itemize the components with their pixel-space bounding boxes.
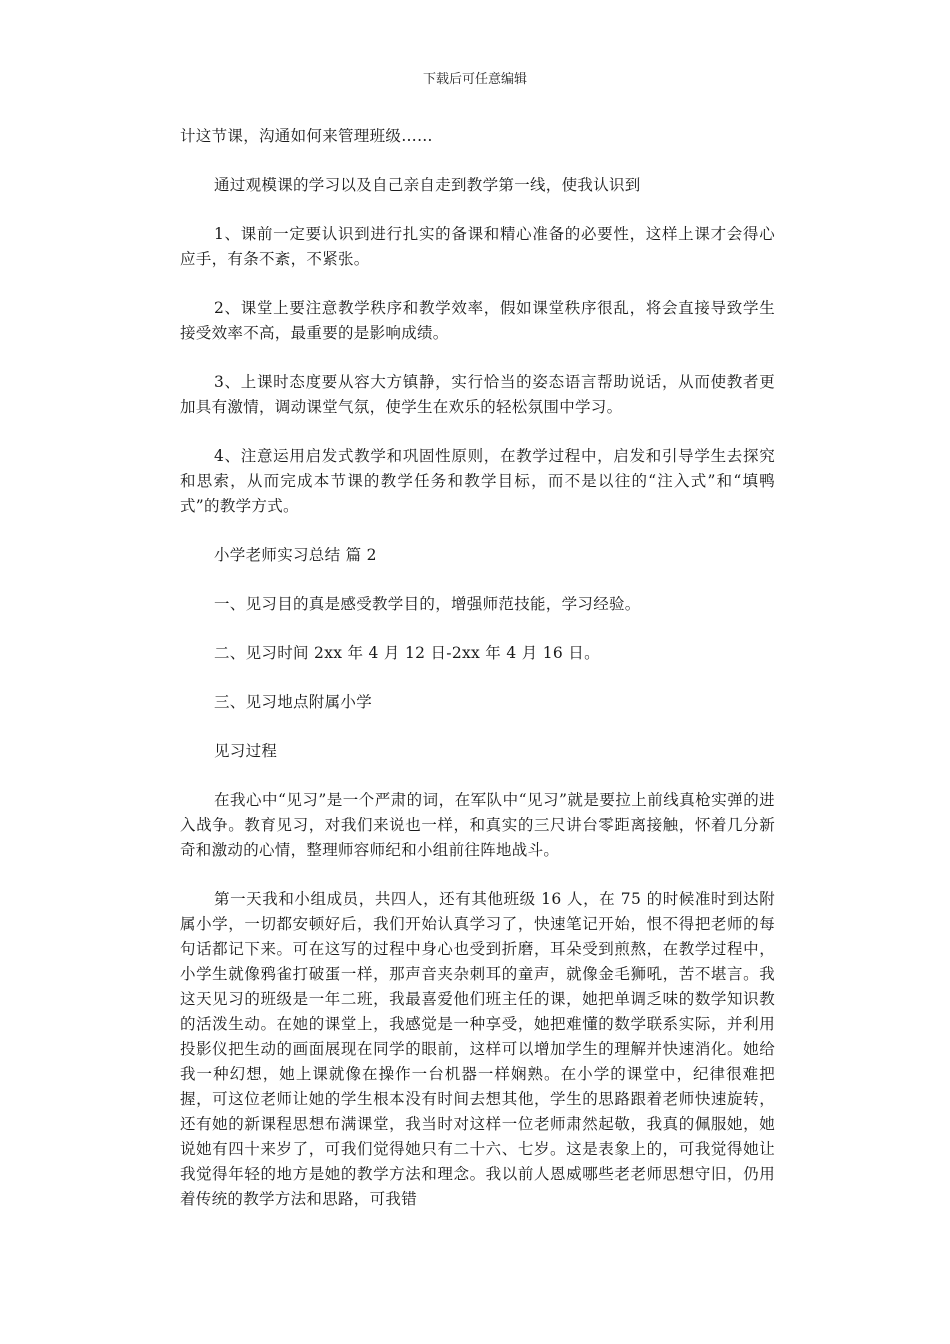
paragraph-first-day: 第一天我和小组成员，共四人，还有其他班级 16 人，在 75 的时候准时到达附属小学，一切都安顿好后，我们开始认真学习了，快速笔记开始，恨不得把老师的每句话都记下来。可在这写的过程中身心也受到折磨，耳朵受到煎熬，在教学过程中，小学生就像鸦雀打破蛋一样，那声音夹杂刺耳的童声，就像金毛狮吼，苦不堪言。我这天见习的班级是一年二班，我最喜爱他们班主任的课，她把单调乏味的数学知识教的活泼生动。在她的课堂上，我感觉是一种享受，她把难懂的数学联系实际，并利用投影仪把生动的画面展现在同学的眼前，这样可以增加学生的理解并快速消化。她给我一种幻想，她上课就像在操作一台机器一样娴熟。在小学的课堂中，纪律很难把握，可这位老师让她的学生根本没有时间去想其他，学生的思路跟着老师快速旋转，还有她的新课程思想布满课堂，我当时对这样一位老师肃然起敬，我真的佩服她，她说她有四十来岁了，可我们觉得她只有二十六、七岁。这是表象上的，可我觉得她让我觉得年轻的地方是她的教学方法和理念。我以前人恩威哪些老老师思想守旧，仍用着传统的教学方法和思路，可我错: [180, 890, 775, 1208]
paragraph-intro: 通过观模课的学习以及自己亲自走到教学第一线，使我认识到: [214, 176, 641, 194]
section-heading: 小学老师实习总结 篇 2: [214, 546, 377, 564]
paragraph-point-3: 3、上课时态度要从容大方镇静，实行恰当的姿态语言帮助说话，从而使教者更加具有激情，调动课堂气氛，使学生在欢乐的轻松氛围中学习。: [180, 373, 775, 416]
paragraph-time: 二、见习时间 2xx 年 4 月 12 日-2xx 年 4 月 16 日。: [214, 644, 600, 662]
paragraph-continuation: 计这节课，沟通如何来管理班级……: [180, 127, 433, 145]
paragraph-point-4: 4、注意运用启发式教学和巩固性原则，在教学过程中，启发和引导学生去探究和思索，从而完成本节课的教学任务和教学目标，而不是以往的“注入式”和“填鸭式”的教学方式。: [180, 447, 775, 515]
paragraph-purpose: 一、见习目的真是感受教学目的，增强师范技能，学习经验。: [214, 595, 641, 613]
paragraph-point-1: 1、课前一定要认识到进行扎实的备课和精心准备的必要性，这样上课才会得心应手，有条不紊，不紧张。: [180, 225, 775, 268]
paragraph-point-2: 2、课堂上要注意教学秩序和教学效率，假如课堂秩序很乱，将会直接导致学生接受效率不高，最重要的是影响成绩。: [180, 299, 775, 342]
page-header: 下载后可任意编辑: [422, 72, 527, 87]
paragraph-process-intro: 在我心中“见习”是一个严肃的词，在军队中“见习”就是要拉上前线真枪实弹的进入战争。教育见习，对我们来说也一样，和真实的三尺讲台零距离接触，怀着几分新奇和激动的心情，整理师容师纪和小组前往阵地战斗。: [180, 791, 775, 859]
paragraph-location: 三、见习地点附属小学: [214, 693, 373, 711]
subheading-process: 见习过程: [214, 742, 278, 760]
document-body: [180, 124, 775, 1212]
